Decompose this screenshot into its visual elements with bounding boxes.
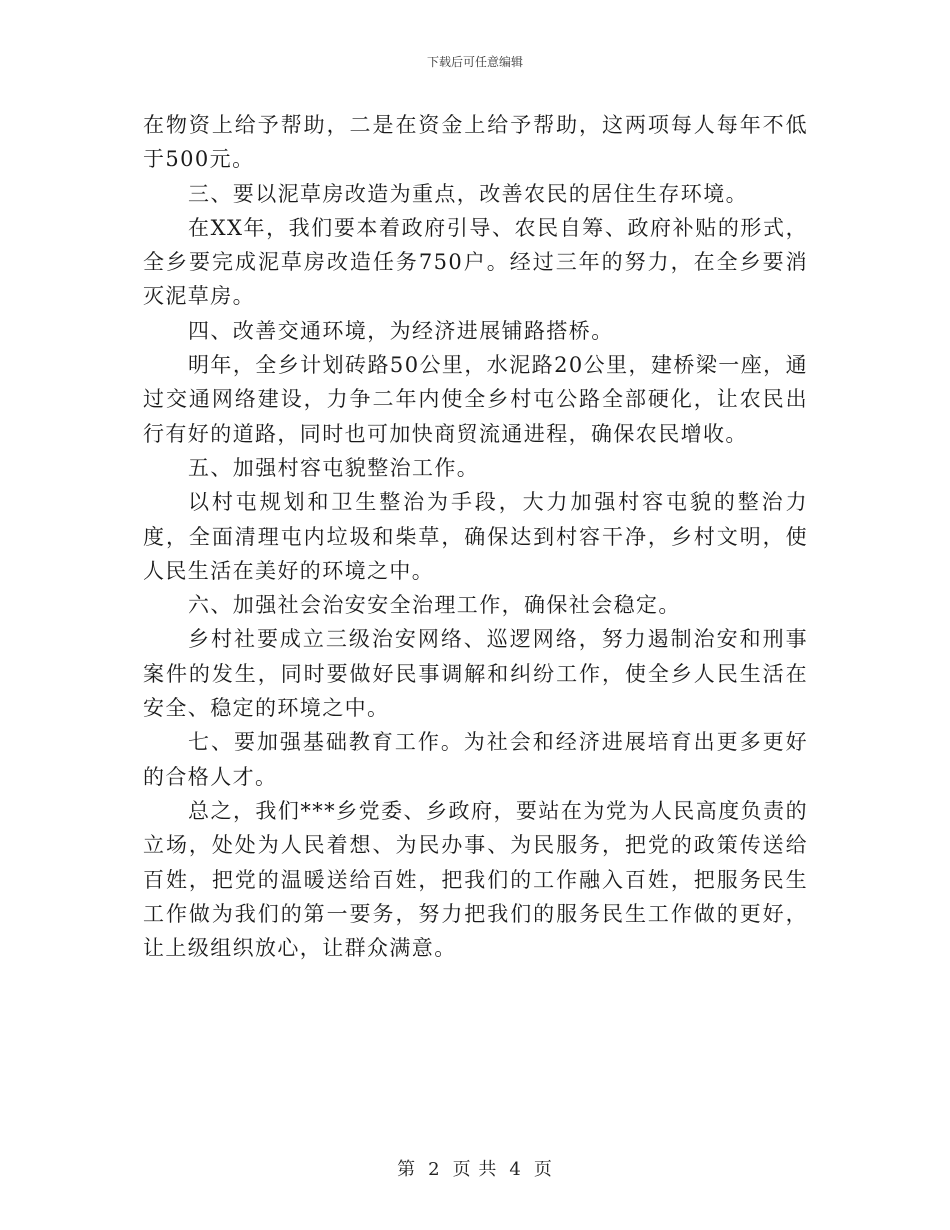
paragraph: 总之，我们***乡党委、乡政府，要站在为党为人民高度负责的立场，处处为人民着想、为民办事、为民服务，把党的政策传送给百姓，把党的温暖送给百姓，把我们的工作融入百姓，把服务民生工作做为我们的第一要务，努力把我们的服务民生工作做的更好，让上级组织放心，让群众满意。 (143, 798, 808, 961)
page-number (0, 1155, 950, 1181)
paragraph: 在物资上给予帮助，二是在资金上给予帮助，这两项每人每年不低于500元。 (143, 113, 808, 172)
page-number-middle: 页 共 (452, 1159, 498, 1180)
document-body (143, 108, 808, 965)
paragraph: 以村屯规划和卫生整治为手段，大力加强村容屯貌的整治力度，全面清理屯内垃圾和柴草，确保达到村容干净，乡村文明，使人民生活在美好的环境之中。 (143, 490, 808, 583)
page-number-suffix: 页 (533, 1159, 553, 1180)
page-number-prefix: 第 (397, 1159, 417, 1180)
paragraph: 乡村社要成立三级治安网络、巡逻网络，努力遏制治安和刑事案件的发生，同时要做好民事调解和纠纷工作，使全乡人民生活在安全、稳定的环境之中。 (143, 627, 808, 721)
page-number-current: 2 (428, 1159, 441, 1180)
paragraph: 四、改善交通环境，为经济进展铺路搭桥。 (188, 318, 614, 343)
paragraph: 在XX年，我们要本着政府引导、农民自筹、政府补贴的形式，全乡要完成泥草房改造任务750户。经过三年的努力，在全乡要消灭泥草房。 (143, 215, 808, 309)
paragraph: 六、加强社会治安安全治理工作，确保社会稳定。 (188, 593, 681, 618)
page-number-total: 4 (509, 1159, 522, 1180)
paragraph: 七、要加强基础教育工作。为社会和经济进展培育出更多更好的合格人才。 (143, 730, 808, 789)
paragraph: 五、加强村容屯貌整治工作。 (188, 455, 480, 480)
paragraph: 三、要以泥草房改造为重点，改善农民的居住生存环境。 (188, 181, 748, 206)
page-header: 下载后可任意编辑 (426, 55, 523, 69)
paragraph: 明年，全乡计划砖路50公里，水泥路20公里，建桥梁一座，通过交通网络建设，力争二年内使全乡村屯公路全部硬化，让农民出行有好的道路，同时也可加快商贸流通进程，确保农民增收。 (143, 353, 808, 446)
